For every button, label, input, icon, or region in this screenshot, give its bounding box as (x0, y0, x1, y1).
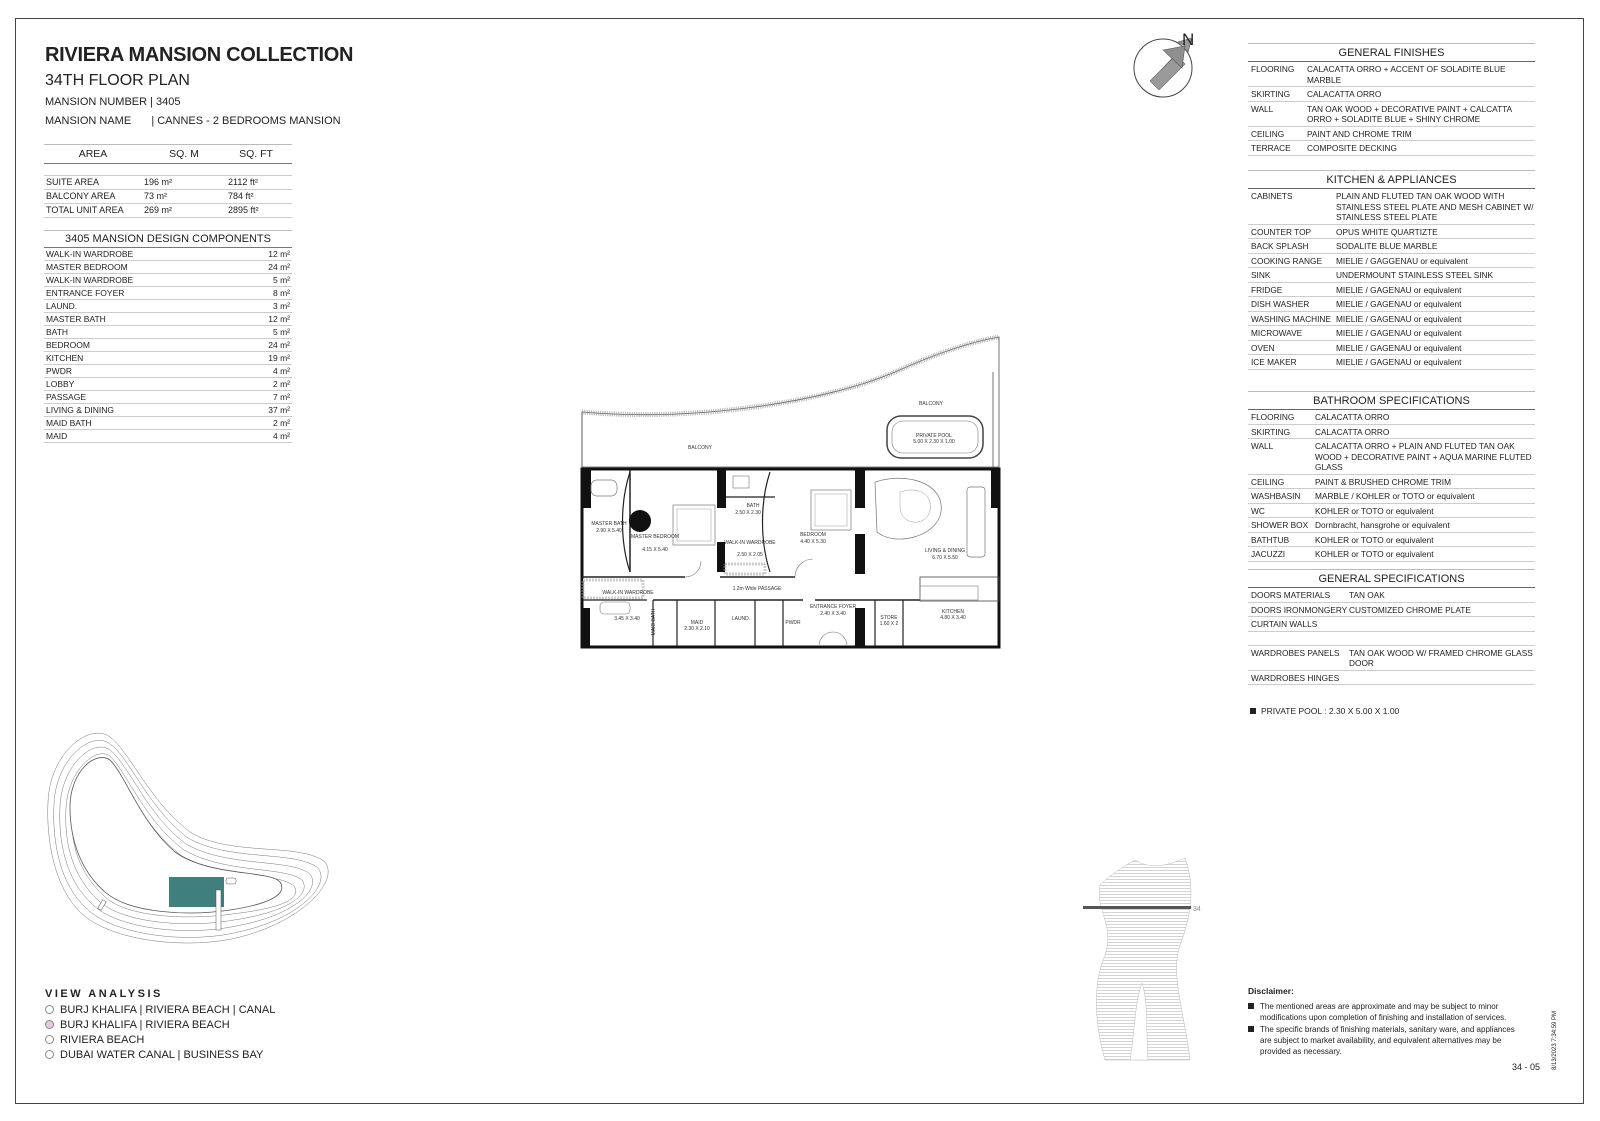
spec-value: TAN OAK WOOD W/ FRAMED CHROME GLASS DOOR (1349, 647, 1533, 668)
kitchen-label: KITCHEN (942, 609, 964, 615)
area-table (44, 144, 292, 218)
spec-row (1248, 588, 1535, 603)
spec-key: WALL (1251, 441, 1274, 451)
spec-row (1248, 283, 1535, 298)
component-area: 4 m² (273, 366, 290, 376)
walkin2-label: WALK-IN WARDROBE (724, 540, 776, 546)
spec-key: BATHTUB (1251, 534, 1290, 545)
component-area: 5 m² (273, 327, 290, 337)
component-area: 19 m² (268, 353, 290, 363)
maid-dim: 2.30 X 2.10 (684, 626, 710, 632)
spec-row (1248, 410, 1535, 425)
spec-key: DOORS IRONMONGERY (1251, 604, 1348, 615)
spec-key: CEILING (1251, 128, 1285, 139)
spec-value: SODALITE BLUE MARBLE (1336, 241, 1438, 251)
view-legend-label: BURJ KHALIFA | RIVIERA BEACH | CANAL (60, 1003, 276, 1016)
spec-key: WALL (1251, 103, 1274, 114)
component-name: LIVING & DINING (46, 405, 115, 415)
legend-circle-icon (45, 1005, 54, 1014)
spec-value: CALACATTA ORRO + ACCENT OF SOLADITE BLUE MARBLE (1307, 64, 1506, 85)
spec-key: WC (1251, 505, 1265, 516)
spec-key: CABINETS (1251, 191, 1293, 201)
component-row (44, 430, 292, 443)
spec-value: MIELIE / GAGENAU or equivalent (1336, 313, 1462, 324)
spec-value: MIELIE / GAGENAU or equivalent (1336, 284, 1462, 295)
spec-value: COMPOSITE DECKING (1307, 143, 1397, 153)
disclaimer-heading: Disclaimer: (1248, 986, 1294, 996)
component-name: WALK-IN WARDROBE (46, 249, 134, 259)
spec-value: KOHLER or TOTO or equivalent (1315, 549, 1434, 559)
component-name: KITCHEN (46, 353, 84, 363)
floor-indicator-drawing (1080, 855, 1210, 1070)
spec-key: ICE MAKER (1251, 357, 1297, 367)
north-compass-icon (1130, 28, 1200, 103)
spec-key: WASHING MACHINE (1251, 313, 1331, 324)
components-title: 3405 MANSION DESIGN COMPONENTS (44, 230, 292, 248)
component-row (44, 378, 292, 391)
kitchen-dim: 4.80 X 3.40 (940, 615, 966, 621)
walkin1-label: WALK-IN WARDROBE (602, 590, 654, 596)
spec-key: SINK (1251, 270, 1271, 280)
store-dim: 1.60 X 2 (879, 621, 899, 627)
spec-row (1248, 141, 1535, 156)
view-legend-label: DUBAI WATER CANAL | BUSINESS BAY (60, 1048, 264, 1061)
living-dim: 6.70 X 5.50 (932, 555, 958, 561)
view-analysis-title: VIEW ANALYSIS (45, 988, 163, 1000)
legend-circle-icon (45, 1050, 54, 1059)
kitchen-appliances-table (1248, 170, 1535, 370)
spec-value: Dornbracht, hansgrohe or equivalent (1315, 520, 1450, 530)
floor-34-marker (1083, 906, 1191, 909)
spec-value: PLAIN AND FLUTED TAN OAK WOOD WITH STAINLESS STEEL PLATE AND MESH CABINET W/ STAINLESS STEEL PLATE (1336, 191, 1534, 222)
legend-circle-icon (45, 1035, 54, 1044)
component-name: WALK-IN WARDROBE (46, 275, 134, 285)
component-area: 24 m² (268, 340, 290, 350)
view-legend-item (45, 1017, 275, 1032)
mansion-name-value: | CANNES - 2 BEDROOMS MANSION (151, 115, 341, 127)
component-row (44, 391, 292, 404)
spec-key: TERRACE (1251, 143, 1291, 153)
spec-row (1248, 489, 1535, 504)
spec-row (1248, 102, 1535, 127)
component-row (44, 404, 292, 417)
spec-row (1248, 62, 1535, 87)
component-area: 2 m² (273, 379, 290, 389)
spec-value: TAN OAK WOOD + DECORATIVE PAINT + CALCATTA ORRO + SOLADITE BLUE + SHINY CHROME (1307, 103, 1512, 124)
component-area: 4 m² (273, 431, 290, 441)
spec-row (1248, 603, 1535, 618)
area-row: SUITE AREA 196 m² 2112 ft² (44, 176, 292, 190)
bath-label: BATH (746, 503, 760, 509)
bath-dim: 2.50 X 2.30 (735, 510, 761, 516)
general-finishes-title: GENERAL FINISHES (1248, 43, 1535, 62)
component-name: PWDR (46, 366, 72, 376)
general-specs-title: GENERAL SPECIFICATIONS (1248, 569, 1535, 588)
area-header-sqft: SQ. FT (239, 148, 273, 160)
spec-row (1248, 326, 1535, 341)
foyer-label: ENTRANCE FOYER (809, 604, 857, 610)
maid-bath-label: MAID BATH (651, 608, 657, 636)
spec-value (1349, 634, 1535, 644)
spec-row (1248, 671, 1535, 686)
general-finishes-table (1248, 43, 1535, 156)
view-legend-label: RIVIERA BEACH (60, 1033, 145, 1046)
component-area: 2 m² (273, 418, 290, 428)
spec-value: MIELIE / GAGENAU or equivalent (1336, 328, 1462, 338)
balcony-left-label: BALCONY (688, 445, 712, 451)
component-row (44, 352, 292, 365)
spec-key: WARDROBES PANELS (1251, 647, 1340, 658)
spec-value: MIELIE / GAGENAU or equivalent (1336, 357, 1462, 367)
master-bath-label: MASTER BATH (591, 521, 627, 527)
spec-key: JACUZZI (1251, 549, 1286, 559)
spec-row (1248, 189, 1535, 225)
spec-value (1349, 619, 1535, 630)
print-timestamp: 8/13/2023 7:34:59 PM (1552, 1010, 1558, 1070)
bullet-square-icon (1250, 708, 1256, 714)
component-name: ENTRANCE FOYER (46, 288, 125, 298)
spec-row (1248, 225, 1535, 240)
component-row (44, 248, 292, 261)
spec-key: WASHBASIN (1251, 491, 1301, 501)
spec-value: CALACATTA ORRO (1315, 412, 1390, 422)
spec-value: MIELIE / GAGENAU or equivalent (1336, 342, 1462, 353)
component-area: 7 m² (273, 392, 290, 402)
spec-key: COUNTER TOP (1251, 226, 1312, 237)
view-legend-label: BURJ KHALIFA | RIVIERA BEACH (60, 1018, 230, 1031)
component-row (44, 274, 292, 287)
area-header-area: AREA (78, 148, 108, 160)
component-name: PASSAGE (46, 392, 86, 402)
page-number: 34 - 05 (1512, 1062, 1541, 1072)
spec-row (1248, 504, 1535, 519)
spec-value: KOHLER or TOTO or equivalent (1315, 534, 1434, 545)
spec-row (1248, 127, 1535, 142)
spec-value: MIELIE / GAGGENAU or equivalent (1336, 255, 1468, 266)
spec-row (1248, 547, 1535, 562)
store-label: STORE (880, 615, 898, 621)
disclaimer-item: The specific brands of finishing materials, sanitary ware, and appliances are subject to market availability, and equivalent alternatives may be provided as necessary. (1248, 1024, 1523, 1057)
mansion-name-label: MANSION NAME (45, 115, 132, 127)
component-area: 12 m² (268, 314, 290, 324)
general-specs-table (1248, 569, 1535, 685)
foyer-dim: 2.40 X 3.40 (820, 611, 846, 617)
spec-key: DOORS MATERIALS (1251, 590, 1331, 600)
spec-value: PAINT & BRUSHED CHROME TRIM (1315, 476, 1451, 487)
spec-value: OPUS WHITE QUARTIZTE (1336, 226, 1438, 237)
component-area: 8 m² (273, 288, 290, 298)
spec-row (1248, 312, 1535, 327)
walkin2-dim: 2.50 X 2.05 (737, 552, 763, 558)
view-legend-item (45, 1002, 275, 1017)
spec-row (1248, 518, 1535, 533)
floor-indicator-label: 34 (1193, 906, 1201, 913)
component-name: LAUND. (46, 301, 78, 311)
component-area: 3 m² (273, 301, 290, 311)
spec-row (1248, 632, 1535, 646)
spec-row (1248, 268, 1535, 283)
area-header-sqm: SQ. M (169, 148, 199, 160)
compass-n-label: N (1182, 30, 1195, 49)
view-legend-item (45, 1032, 275, 1047)
spec-key (1248, 634, 1349, 644)
spec-value: UNDERMOUNT STAINLESS STEEL SINK (1336, 270, 1494, 280)
spec-value: MARBLE / KOHLER or TOTO or equivalent (1315, 491, 1475, 501)
view-analysis-legend (45, 1002, 275, 1062)
spec-key: FLOORING (1251, 412, 1295, 422)
spec-value: CALACATTA ORRO + PLAIN AND FLUTED TAN OAK WOOD + DECORATIVE PAINT + AQUA MARINE FLUTED GLASS (1315, 441, 1532, 472)
bathroom-title: BATHROOM SPECIFICATIONS (1248, 391, 1535, 410)
component-name: MAID BATH (46, 418, 92, 428)
component-row (44, 417, 292, 430)
pwdr-label: PWDR (785, 620, 801, 626)
spec-key: COOKING RANGE (1251, 255, 1322, 266)
living-label: LIVING & DINING (924, 548, 966, 554)
spec-row (1248, 297, 1535, 312)
bedroom-dim: 4.40 X 5.30 (800, 539, 826, 545)
spec-key: MICROWAVE (1251, 328, 1303, 338)
spec-value: CALACATTA ORRO (1307, 89, 1382, 99)
component-name: MASTER BEDROOM (46, 262, 128, 272)
component-name: MASTER BATH (46, 314, 106, 324)
spec-row (1248, 425, 1535, 440)
disclaimer (1248, 986, 1523, 1057)
area-row: TOTAL UNIT AREA 269 m² 2895 ft² (44, 204, 292, 218)
master-bedroom-dim: 4.15 X 5.40 (642, 547, 668, 553)
components-list (44, 248, 292, 443)
mansion-name (45, 115, 341, 127)
balcony-right-label: BALCONY (919, 401, 943, 407)
spec-key: BACK SPLASH (1251, 241, 1309, 251)
spec-row (1248, 254, 1535, 269)
component-row (44, 339, 292, 352)
disclaimer-item: The mentioned areas are approximate and may be subject to minor modifications upon completion of finishing and installation of services. (1248, 1001, 1523, 1023)
maid-label: MAID (690, 620, 704, 626)
spec-row (1248, 439, 1535, 475)
component-name: BATH (46, 327, 69, 337)
spec-row (1248, 533, 1535, 548)
spec-key: SKIRTING (1251, 426, 1291, 437)
page-title: RIVIERA MANSION COLLECTION (45, 44, 354, 66)
spec-row (1248, 646, 1535, 671)
spec-value: KOHLER or TOTO or equivalent (1315, 505, 1434, 516)
component-name: LOBBY (46, 379, 75, 389)
spec-value (1349, 673, 1535, 684)
spec-value: CUSTOMIZED CHROME PLATE (1349, 604, 1471, 615)
spec-row (1248, 341, 1535, 356)
component-row (44, 287, 292, 300)
area-table-header (44, 144, 292, 164)
spec-value: MIELIE / GAGENAU or equivalent (1336, 299, 1462, 309)
component-area: 5 m² (273, 275, 290, 285)
spec-value: TAN OAK (1349, 590, 1385, 600)
floor-plan-drawing (575, 332, 1007, 652)
laund-label: LAUND. (731, 616, 751, 622)
component-name: BEDROOM (46, 340, 90, 350)
mansion-number: MANSION NUMBER | 3405 (45, 96, 181, 108)
spec-key: DISH WASHER (1251, 299, 1310, 309)
component-row (44, 313, 292, 326)
spec-key: OVEN (1251, 342, 1275, 353)
spec-row (1248, 617, 1535, 632)
component-row (44, 300, 292, 313)
bullet-square-icon (1248, 1026, 1254, 1032)
spec-key: CEILING (1251, 476, 1285, 487)
bathroom-specs-table (1248, 391, 1535, 562)
spec-key: SKIRTING (1251, 89, 1291, 99)
component-row (44, 365, 292, 378)
pool-note: PRIVATE POOL : 2.30 X 5.00 X 1.00 (1250, 706, 1399, 716)
pool-dim: 5.00 X 2.30 X 1.00 (913, 439, 955, 445)
passage-label: 1.2m Wide PASSAGE (732, 586, 782, 592)
component-name: MAID (46, 431, 68, 441)
pool-label: PRIVATE POOL (916, 433, 952, 439)
spec-row (1248, 239, 1535, 254)
component-area: 12 m² (268, 249, 290, 259)
master-bedroom-label: MASTER BEDROOM (630, 534, 680, 540)
bedroom-label: BEDROOM (800, 532, 826, 538)
spec-row (1248, 475, 1535, 490)
component-area: 37 m² (268, 405, 290, 415)
spec-key: SHOWER BOX (1251, 520, 1309, 530)
key-plan-drawing (40, 722, 340, 952)
area-row: BALCONY AREA 73 m² 784 ft² (44, 190, 292, 204)
walkin1-dim: 3.45 X 3.40 (614, 616, 640, 622)
spec-row (1248, 355, 1535, 370)
spec-value: PAINT AND CHROME TRIM (1307, 128, 1412, 139)
component-row (44, 261, 292, 274)
legend-circle-icon (45, 1020, 54, 1029)
spec-row (1248, 87, 1535, 102)
bullet-square-icon (1248, 1003, 1254, 1009)
master-bath-dim: 2.90 X 5.40 (596, 528, 622, 534)
floor-plan-subtitle: 34TH FLOOR PLAN (45, 72, 190, 89)
spec-key: CURTAIN WALLS (1251, 619, 1318, 629)
spec-key: FRIDGE (1251, 284, 1283, 295)
spec-value: CALACATTA ORRO (1315, 426, 1390, 437)
kitchen-title: KITCHEN & APPLIANCES (1248, 170, 1535, 189)
spec-key: FLOORING (1251, 64, 1295, 74)
component-area: 24 m² (268, 262, 290, 272)
spec-key: WARDROBES HINGES (1251, 672, 1340, 683)
component-row (44, 326, 292, 339)
view-legend-item (45, 1047, 275, 1062)
